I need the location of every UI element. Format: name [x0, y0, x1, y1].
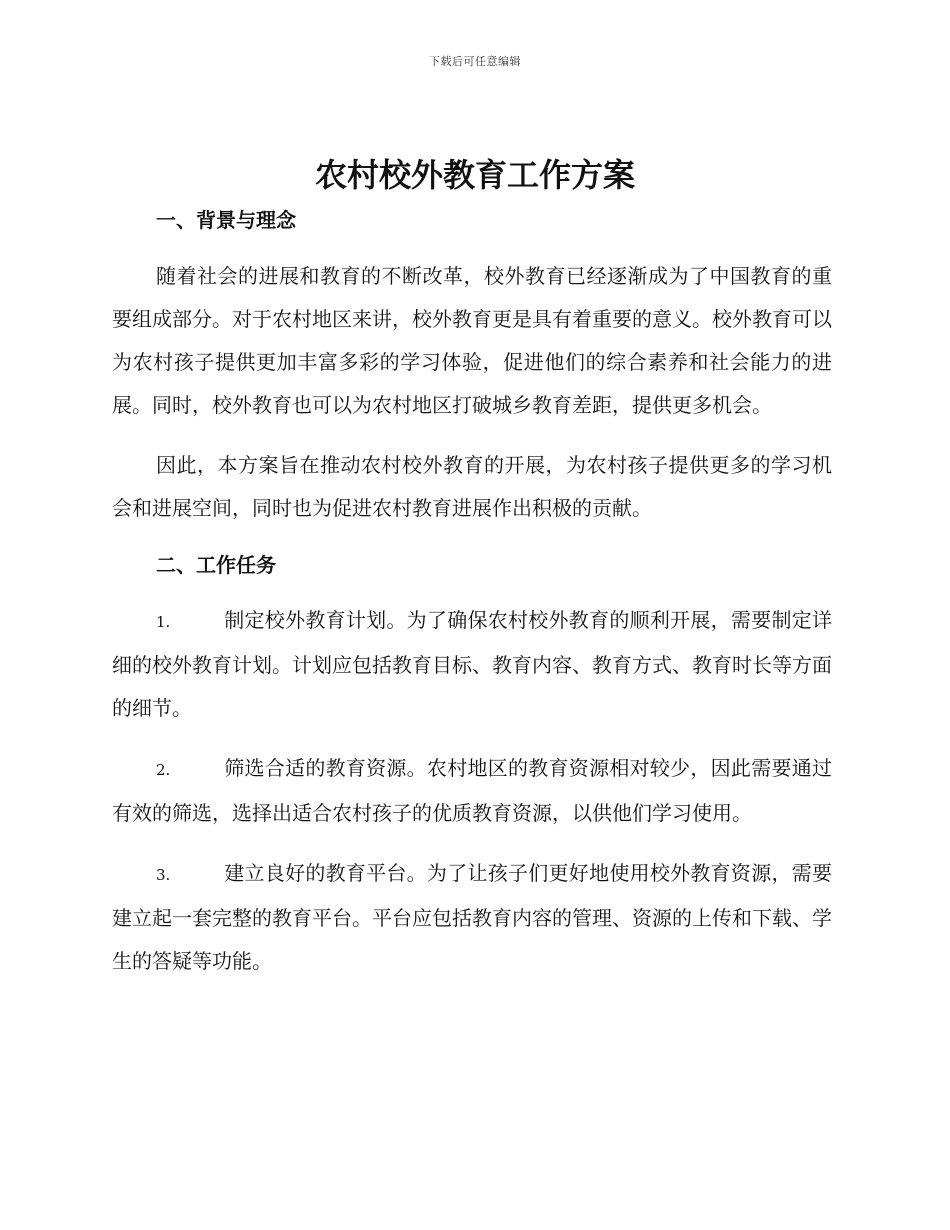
paragraph-purpose: 因此，本方案旨在推动农村校外教育的开展，为农村孩子提供更多的学习机会和进展空间，同时也为促进农村教育进展作出积极的贡献。 [112, 453, 832, 520]
page-header: 下载后可任意编辑 [429, 55, 521, 68]
list-item [112, 852, 832, 983]
list-item-text: 建立良好的教育平台。为了让孩子们更好地使用校外教育资源，需要建立起一套完整的教育平台。平台应包括教育内容的管理、资源的上传和下载、学生的答疑等功能。 [112, 861, 832, 973]
paragraph-background: 随着社会的进展和教育的不断改革，校外教育已经逐渐成为了中国教育的重要组成部分。对于农村地区来讲，校外教育更是具有着重要的意义。校外教育可以为农村孩子提供更加丰富多彩的学习体验，促进他们的综合素养和社会能力的进展。同时，校外教育也可以为农村地区打破城乡教育差距，提供更多机会。 [112, 264, 832, 417]
list-item-number: 2. [156, 761, 171, 779]
list-item-number: 1. [156, 613, 171, 631]
list-item [112, 747, 832, 835]
list-item [112, 599, 832, 730]
section-heading-tasks: 二、工作任务 [156, 553, 276, 577]
section-heading-background: 一、背景与理念 [156, 208, 296, 232]
list-item-text: 筛选合适的教育资源。农村地区的教育资源相对较少，因此需要通过有效的筛选，选择出适合农村孩子的优质教育资源，以供他们学习使用。 [112, 756, 832, 825]
document-title: 农村校外教育工作方案 [314, 156, 635, 194]
document-body [112, 203, 832, 983]
list-item-text: 制定校外教育计划。为了确保农村校外教育的顺利开展，需要制定详细的校外教育计划。计划应包括教育目标、教育内容、教育方式、教育时长等方面的细节。 [112, 608, 832, 720]
list-item-number: 3. [156, 866, 171, 884]
